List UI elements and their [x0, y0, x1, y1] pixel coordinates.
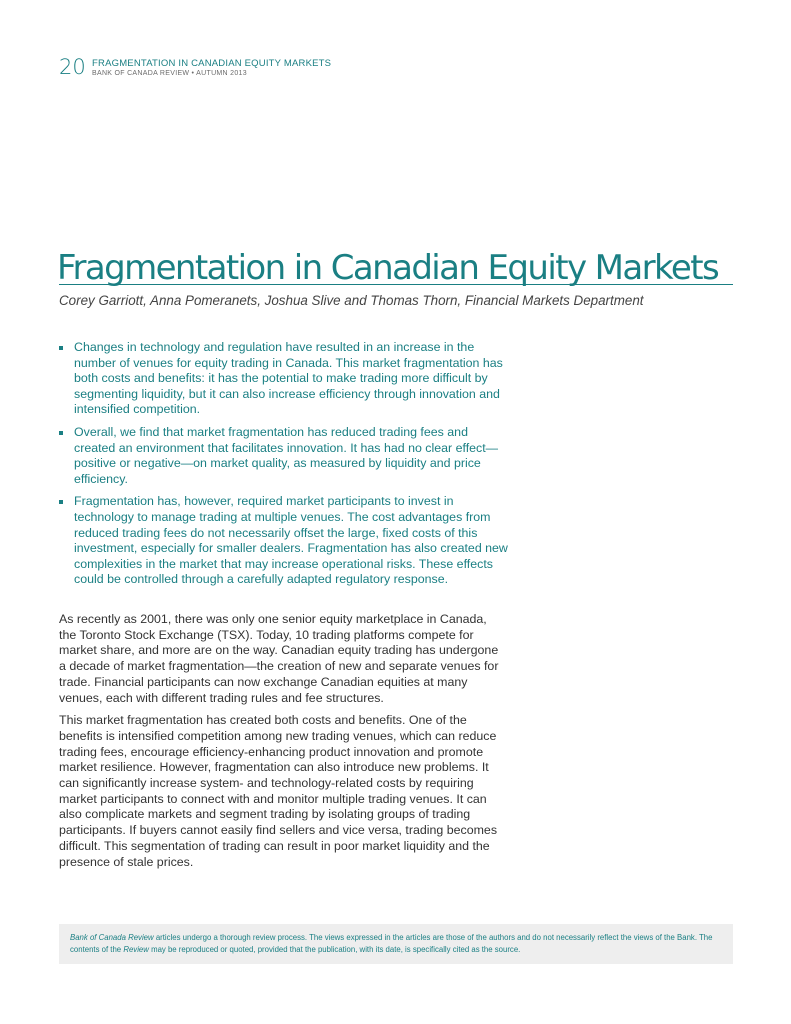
square-bullet-icon	[59, 346, 63, 350]
square-bullet-icon	[59, 431, 63, 435]
review-note-box	[59, 924, 733, 964]
article-authors: Corey Garriott, Anna Pomeranets, Joshua Slive and Thomas Thorn, Financial Markets Department	[59, 293, 644, 308]
note-part-2: may be reproduced or quoted, provided that the publication, with its date, is specifically cited as the source.	[148, 945, 521, 954]
note-part-1: articles undergo a thorough review process. The views expressed in the articles are those of the authors and do not necessarily reflect the views of the Bank. The contents of the	[70, 933, 713, 954]
review-word: Review	[123, 945, 149, 954]
page-number: 20	[59, 55, 86, 79]
article-title: Fragmentation in Canadian Equity Markets	[57, 248, 719, 288]
body-paragraph: This market fragmentation has created both costs and benefits. One of the benefits is intensified competition among new trading venues, which can reduce trading fees, encourage efficiency-enhancing product innovation and promote market resilience. However, fragmentation can also introduce new problems. It can significantly increase system- and technology-related costs by requiring market participants to connect with and monitor multiple trading venues. It can also complicate markets and segment trading by isolating groups of trading participants. If buyers cannot easily find sellers and vice versa, trading becomes difficult. This segmentation of trading can result in poor market liquidity and the presence of stale prices.	[59, 713, 498, 869]
summary-list	[59, 340, 509, 595]
summary-item-text: Overall, we find that market fragmentation has reduced trading fees and created an environment that facilitates innovation. It has had no clear effect—positive or negative—on market quality, as measured by liquidity and price efficiency.	[74, 424, 499, 486]
journal-name: Bank of Canada Review	[70, 933, 154, 942]
running-subtitle: BANK OF CANADA REVIEW • AUTUMN 2013	[92, 70, 247, 77]
square-bullet-icon	[59, 500, 63, 504]
summary-item	[59, 425, 509, 487]
title-underline	[59, 284, 733, 285]
summary-item	[59, 340, 509, 418]
summary-item	[59, 494, 509, 588]
review-note-text	[70, 932, 723, 956]
running-title: FRAGMENTATION IN CANADIAN EQUITY MARKETS	[92, 58, 332, 69]
summary-item-text: Changes in technology and regulation have resulted in an increase in the number of venues for equity trading in Canada. This market fragmentation has both costs and benefits: it has the potential to make trading more difficult by segmenting liquidity, but it can also increase efficiency through innovation and intensified competition.	[74, 340, 503, 417]
summary-item-text: Fragmentation has, however, required market participants to invest in technology to manage trading at multiple venues. The cost advantages from reduced trading fees do not necessarily offset the large, fixed costs of this investment, especially for smaller dealers. Fragmentation has also created new complexities in the market that may increase operational risks. These effects could be controlled through a carefully adapted regulatory response.	[74, 494, 508, 587]
article-body	[59, 612, 499, 877]
body-paragraph: As recently as 2001, there was only one senior equity marketplace in Canada, the Toronto Stock Exchange (TSX). Today, 10 trading platforms compete for market share, and more are on the way. Canadian equity trading has undergone a decade of market fragmentation—the creation of new and separate venues for trade. Financial participants can now exchange Canadian equities at many venues, each with different trading rules and fee structures.	[59, 612, 499, 705]
